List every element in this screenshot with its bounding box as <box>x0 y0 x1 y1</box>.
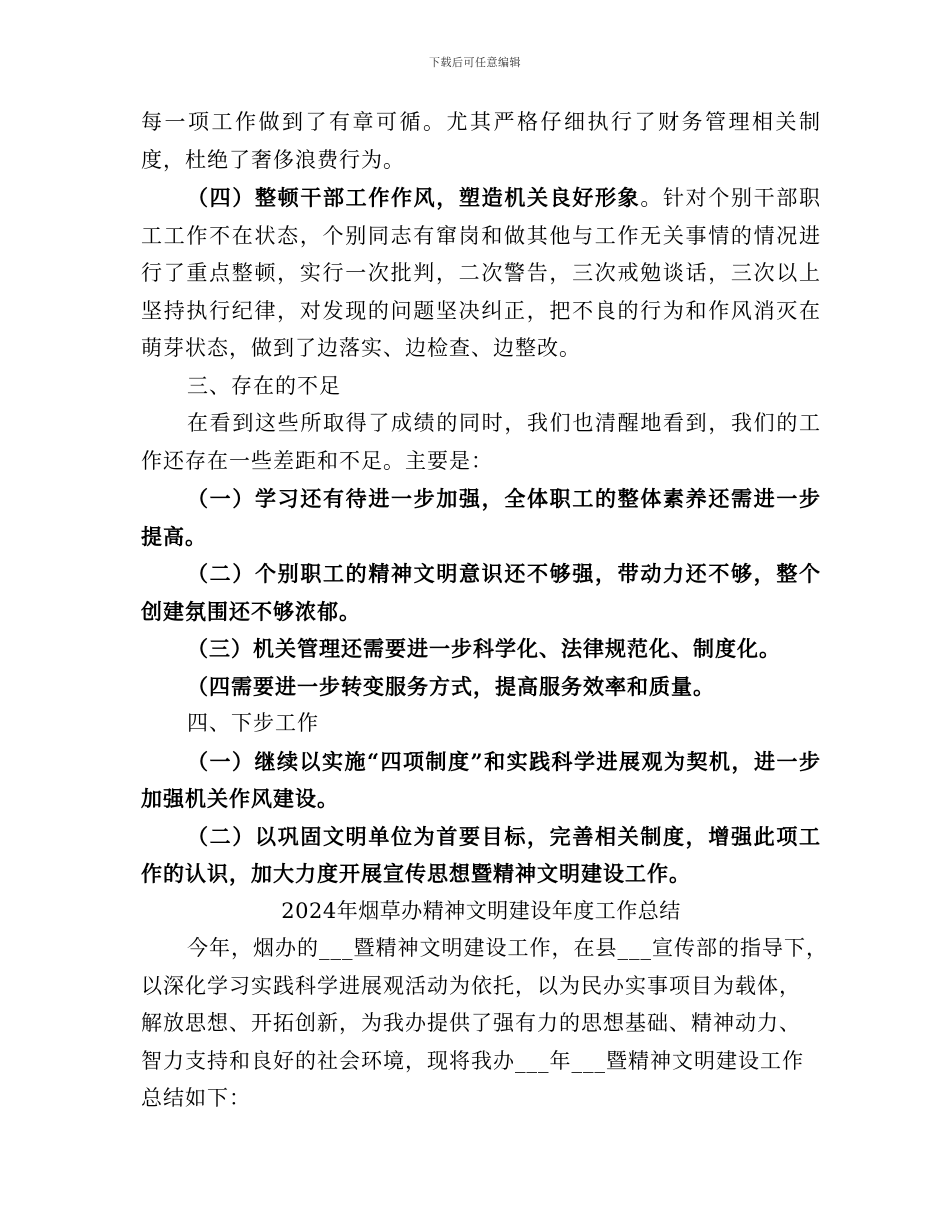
shortcoming-item-2: （二）个别职工的精神文明意识还不够强，带动力还不够，整个创建氛围还不够浓郁。 <box>141 561 821 624</box>
paragraph-continuation: 每一项工作做到了有章可循。尤其严格仔细执行了财务管理相关制度，杜绝了奢侈浪费行为。 <box>141 110 821 172</box>
intro-line-2: 以深化学习实践科学进展观活动为依托，以为民办实事项目为载体， <box>141 973 801 998</box>
intro-line-4: 智力支持和良好的社会环境，现将我办___年___暨精神文明建设工作 <box>141 1048 804 1073</box>
intro-line-1: 今年，烟办的___暨精神文明建设工作，在县___宣传部的指导下， <box>187 936 828 960</box>
shortcoming-item-1: （一）学习还有待进一步加强，全体职工的整体素养还需进一步提高。 <box>141 486 821 549</box>
document-title: 2024年烟草办精神文明建设年度工作总结 <box>281 898 681 923</box>
section-heading-shortcomings: 三、存在的不足 <box>187 373 341 398</box>
page-header: 下载后可任意编辑 <box>429 56 521 69</box>
shortcoming-item-4: （四需要进一步转变服务方式，提高服务效率和质量。 <box>187 673 715 699</box>
paragraph-shortcomings-intro: 在看到这些所取得了成绩的同时，我们也清醒地看到，我们的工作还存在一些差距和不足。主要是： <box>141 411 821 473</box>
intro-line-3: 解放思想、开拓创新，为我办提供了强有力的思想基础、精神动力、 <box>141 1011 801 1035</box>
next-step-item-1: （一）继续以实施“四项制度”和实践科学进展观为契机，进一步加强机关作风建设。 <box>141 748 821 811</box>
shortcoming-item-3: （三）机关管理还需要进一步科学化、法律规范化、制度化。 <box>187 636 781 661</box>
intro-line-5: 总结如下： <box>141 1086 251 1110</box>
next-step-item-2: （二）以巩固文明单位为首要目标，完善相关制度，增强此项工作的认识，加大力度开展宣传思想暨精神文明建设工作。 <box>141 823 821 886</box>
section-heading-next-steps: 四、下步工作 <box>187 711 319 735</box>
paragraph-body: 。针对个别干部职工工作不在状态，个别同志有窜岗和做其他与工作无关事情的情况进行了重点整顿，实行一次批判，二次警告，三次戒勉谈话，三次以上坚持执行纪律，对发现的问题坚决纠正，把不良的行为和作风消灭在萌芽状态，做到了边落实、边检查、边整改。 <box>141 186 822 360</box>
paragraph-rectify-style <box>141 179 821 368</box>
paragraph-heading-4: （四）整顿干部工作作风，塑造机关良好形象 <box>187 185 641 210</box>
document-body <box>141 104 828 1118</box>
